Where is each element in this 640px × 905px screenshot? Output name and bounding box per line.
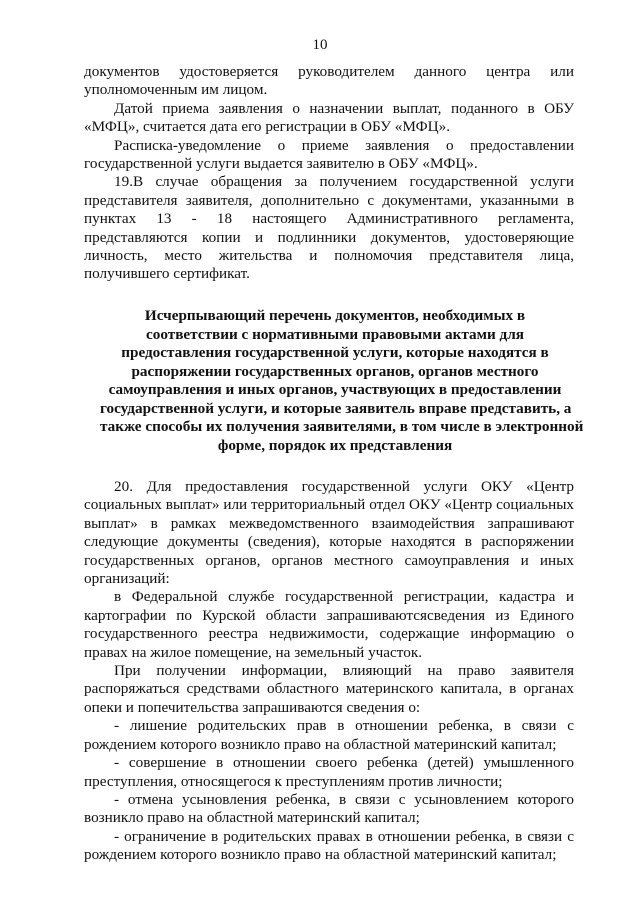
text-line: правах на жилое помещение, на земельный участок. bbox=[84, 643, 422, 661]
heading-line: Исчерпывающий перечень документов, необходимых в bbox=[144, 307, 526, 324]
heading-line: также способы их получения заявителями, в том числе в электронной bbox=[100, 418, 584, 435]
list-item: - ограничение в родительских правах в отношении ребенка, в связи с bbox=[114, 827, 574, 845]
text-line: опеки и попечительства запрашиваются сведения о: bbox=[84, 698, 421, 716]
text-line: выплат» в рамках межведомственного взаимодействия запрашивают bbox=[84, 514, 574, 532]
list-item: - совершение в отношении своего ребенка (детей) умышленного bbox=[114, 754, 574, 772]
text-line: пунктах 13 - 18 настоящего Административного регламента, bbox=[84, 210, 574, 228]
text-line: Датой приема заявления о назначении выплат, поданного в ОБУ bbox=[114, 99, 574, 117]
text-line: документов удостоверяется руководителем данного центра или bbox=[84, 63, 574, 80]
text-line: социальных выплат» или территориальный отдел ОКУ «Центр социальных bbox=[84, 496, 574, 514]
heading-line: государственной услуги, и которые заявитель вправе представить, а bbox=[100, 399, 572, 417]
text-line: рождением которого возникло право на областной материнский капитал; bbox=[84, 735, 557, 753]
text-line: 20. Для предоставления государственной услуги ОКУ «Центр bbox=[114, 478, 574, 495]
text-line: 19.В случае обращения за получением государственной услуги bbox=[114, 173, 574, 191]
heading-line: предоставления государственной услуги, которые находятся в bbox=[121, 344, 549, 361]
heading-line: распоряжении государственных органов, органов местного bbox=[131, 362, 539, 380]
heading-line: форме, порядок их представления bbox=[217, 436, 453, 454]
text-line: получившего сертификат. bbox=[84, 265, 250, 283]
section-heading bbox=[100, 307, 584, 455]
list-item: - лишение родительских прав в отношении ребенка, в связи с bbox=[114, 717, 574, 735]
heading-line: соответствии с нормативными правовыми актами для bbox=[146, 325, 524, 343]
text-line: уполномоченным им лицом. bbox=[84, 81, 268, 99]
text-line: рождением которого возникло право на областной материнский капитал; bbox=[84, 846, 557, 864]
text-line: представляются копии и подлинники документов, удостоверяющие bbox=[84, 228, 574, 246]
text-block-1 bbox=[84, 63, 574, 284]
text-line: возникло право на областной материнский капитал; bbox=[84, 809, 420, 827]
text-line: личность, место жительства и полномочия представителя лица, bbox=[84, 247, 574, 265]
text-line: организаций: bbox=[84, 570, 170, 588]
text-line: следующие документы (сведения), которые находятся в распоряжении bbox=[84, 533, 574, 551]
text-line: «МФЦ», считается дата его регистрации в ОБУ «МФЦ». bbox=[84, 118, 451, 136]
text-line: картографии по Курской области запрашиваютсясведения из Единого bbox=[84, 606, 574, 624]
text-line: государственной услуги выдается заявителю в ОБУ «МФЦ». bbox=[84, 155, 478, 173]
list-item: - отмена усыновления ребенка, в связи с усыновлением которого bbox=[114, 790, 574, 808]
text-line: При получении информации, влияющий на право заявителя bbox=[114, 662, 574, 680]
text-line: распоряжаться средствами областного материнского капитала, в органах bbox=[84, 680, 574, 698]
text-block-2 bbox=[84, 478, 574, 865]
text-line: представителя заявителя, дополнительно с документами, указанными в bbox=[84, 191, 574, 209]
page-number: 10 bbox=[312, 37, 328, 53]
text-line: преступления, относящегося к преступлениям против личности; bbox=[84, 772, 503, 790]
heading-line: самоуправления и иных органов, участвующих в предоставлении bbox=[108, 381, 562, 398]
text-line: государственных органов, органов местного самоуправления и иных bbox=[84, 551, 574, 569]
text-line: государственного реестра недвижимости, содержащие информацию о bbox=[84, 625, 574, 643]
text-line: Расписка-уведомление о приеме заявления о предоставлении bbox=[114, 136, 574, 154]
text-line: в Федеральной службе государственной регистрации, кадастра и bbox=[114, 588, 574, 606]
